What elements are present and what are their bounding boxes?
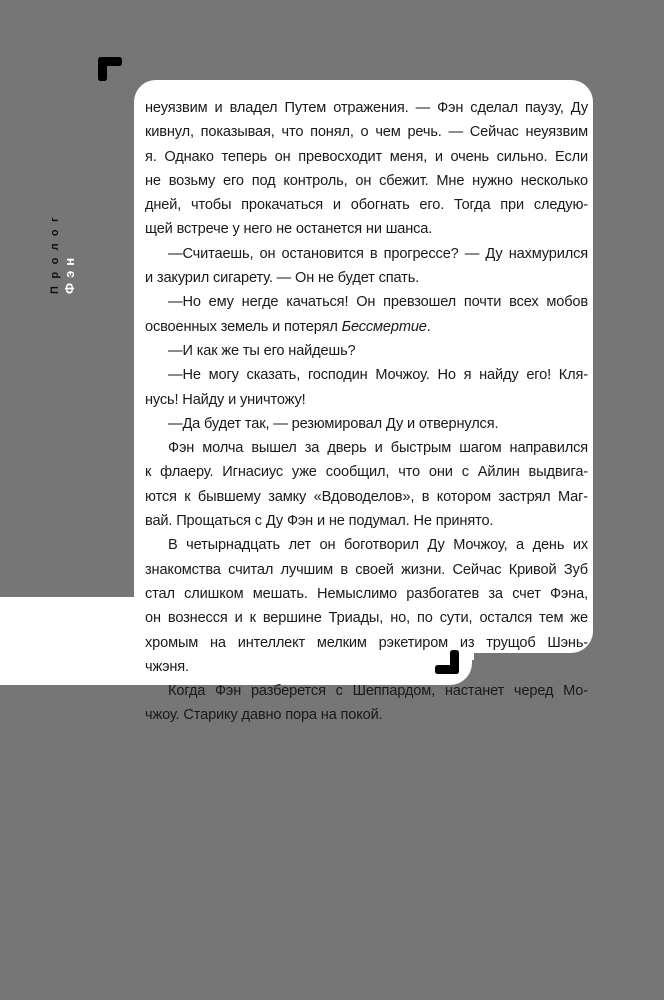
text-line [145, 388, 588, 412]
text-line [145, 558, 588, 582]
body-text [145, 96, 588, 728]
text-line-content: В четырнадцать лет он боготворил Ду Мочжоу, а день их [168, 537, 588, 554]
text-line [145, 436, 588, 460]
text-line-content: —Считаешь, он остановится в прогрессе? — Ду нахмурился [168, 245, 588, 262]
text-line [145, 290, 588, 314]
text-line-content: дней, чтобы прокачаться и обогнать его. Тогда при следую- [145, 197, 588, 214]
text-line [145, 582, 588, 606]
italic-term: Бессмертие [341, 318, 427, 335]
text-line-content: не возьму его под контроль, он сбежит. Мне нужно несколько [145, 172, 588, 189]
chapter-title: Фэн [62, 252, 77, 294]
text-line [145, 363, 588, 387]
text-line-content: неуязвим и владел Путем отражения. — Фэн сделал паузу, Ду [145, 100, 588, 116]
text-line-content: нусь! Найду и уничтожу! [145, 391, 306, 408]
text-line [145, 606, 588, 630]
text-line-content: стал слишком мешать. Немыслимо разбогатев за счет Фэна, [145, 585, 588, 602]
text-line-content: вай. Прощаться с Ду Фэн и не подумал. Не принято. [145, 513, 494, 530]
text-line [145, 217, 588, 241]
text-line [145, 120, 588, 144]
text-line-content: —Не могу сказать, господин Мочжоу. Но я найду его! Кля- [168, 367, 588, 384]
text-line-content: кивнул, показывая, что понял, о чем речь. — Сейчас неуязвим [145, 124, 588, 141]
text-line [145, 96, 588, 120]
text-line [145, 460, 588, 484]
text-line [145, 266, 588, 290]
text-line-tail: . [426, 318, 431, 335]
text-line [145, 655, 588, 679]
text-line-content: я. Однако теперь он превосходит меня, и очень сильно. Если [145, 148, 588, 165]
corner-mark-top-left-icon [98, 57, 122, 81]
text-line [145, 679, 588, 703]
text-line [145, 339, 588, 363]
text-line-content: и закурил сигарету. — Он не будет спать. [145, 270, 420, 287]
text-line [145, 412, 588, 436]
text-line [145, 193, 588, 217]
text-line-content: —И как же ты его найдешь? [168, 342, 356, 359]
text-line-content: освоенных земель и потерял [145, 318, 342, 335]
text-line [145, 533, 588, 557]
running-header [49, 210, 77, 294]
text-line-content: к флаеру. Игнасиус уже сообщил, что они с Айлин выдвига- [145, 464, 588, 481]
text-line [145, 485, 588, 509]
text-line [145, 242, 588, 266]
text-line [145, 315, 588, 339]
text-line-content: чжэня. [145, 658, 189, 675]
text-line-content: щей встрече у него не останется ни шанса. [145, 221, 433, 238]
text-line-content: Фэн молча вышел за дверь и быстрым шагом направился [168, 440, 588, 457]
text-line-content: чжоу. Старику давно пора на покой. [145, 707, 383, 724]
text-line [145, 509, 588, 533]
text-line-content: хромым на интеллект мелким рэкетиром из трущоб Шэнь- [145, 634, 588, 651]
text-line [145, 703, 588, 727]
text-line [145, 631, 588, 655]
text-line-content: —Да будет так, — резюмировал Ду и отвернулся. [168, 415, 499, 432]
text-line-content: Когда Фэн разберется с Шеппардом, настанет черед Мо- [168, 683, 588, 700]
text-line-content: ются к бывшему замку «Вдоводелов», в котором застрял Маг- [145, 488, 588, 505]
section-title: Пролог [49, 209, 61, 294]
text-line [145, 169, 588, 193]
text-line-content: —Но ему негде качаться! Он превзошел почти всех мобов [168, 294, 588, 311]
text-line-content: знакомства считал лучшим в своей жизни. Сейчас Кривой Зуб [145, 561, 588, 578]
text-line [145, 145, 588, 169]
text-line-content: он вознесся и к вершине Триады, но, по сути, остался тем же [145, 610, 588, 627]
